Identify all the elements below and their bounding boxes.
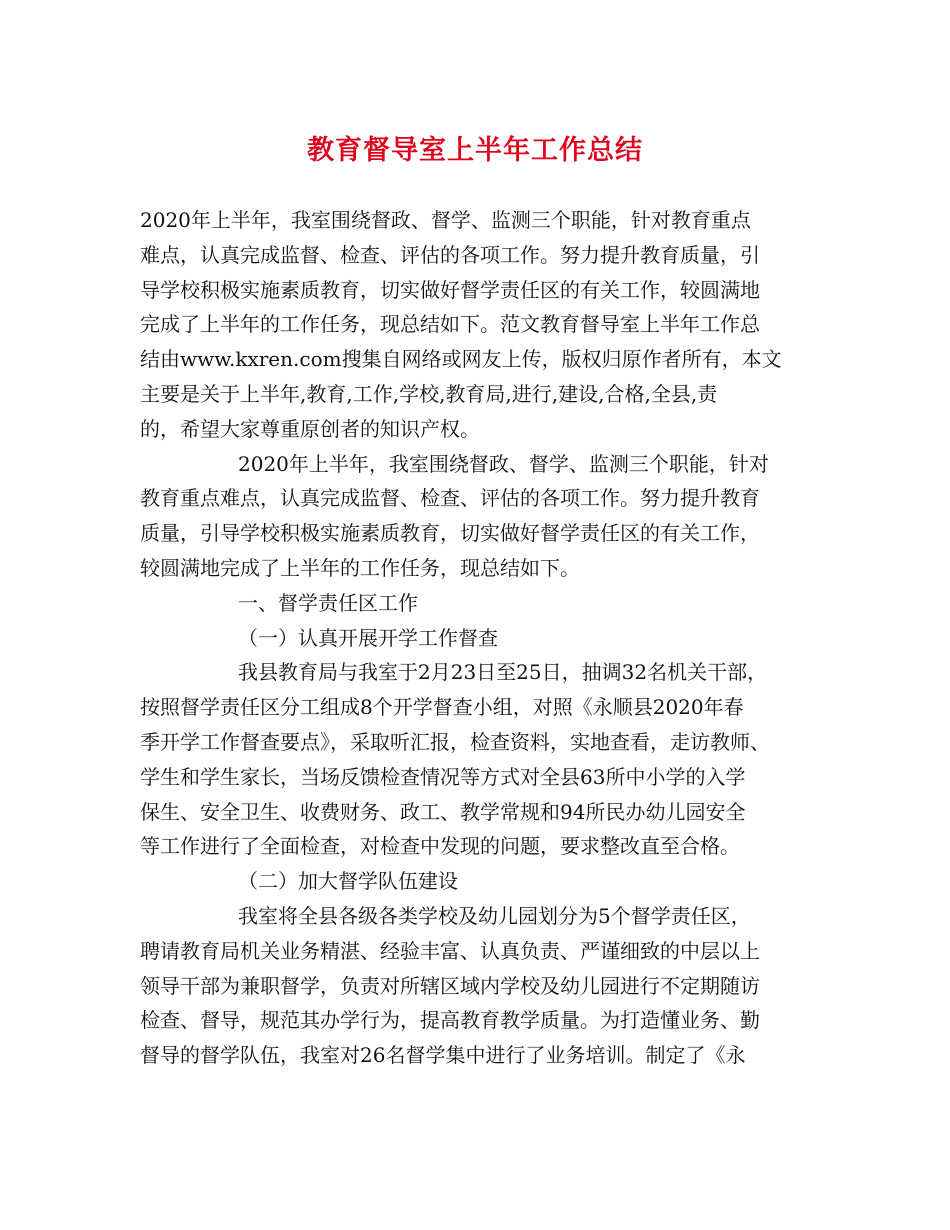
text-line: 保生、安全卫生、收费财务、政工、教学常规和94所民办幼儿园安全 [140, 799, 746, 824]
document-body [140, 203, 820, 1073]
text-line: 按照督学责任区分工组成8个开学督查小组，对照《永顺县2020年春 [140, 695, 744, 720]
text-line: 完成了上半年的工作任务，现总结如下。范文教育督导室上半年工作总 [140, 312, 760, 337]
text-line: 我县教育局与我室于2月23日至25日，抽调32名机关干部， [238, 660, 768, 685]
text-line: 结由www.kxren.com搜集自网络或网友上传，版权归原作者所有，本文 [140, 347, 782, 372]
text-line: 的，希望大家尊重原创者的知识产权。 [140, 416, 480, 441]
text-line: 较圆满地完成了上半年的工作任务，现总结如下。 [140, 555, 580, 580]
text-line: 2020年上半年，我室围绕督政、督学、监测三个职能，针对 [238, 451, 769, 476]
text-line: 质量，引导学校积极实施素质教育，切实做好督学责任区的有关工作， [140, 521, 760, 546]
text-line: 聘请教育局机关业务精湛、经验丰富、认真负责、严谨细致的中层以上 [140, 938, 760, 963]
document-title: 教育督导室上半年工作总结 [307, 135, 643, 166]
text-line: 督导的督学队伍，我室对26名督学集中进行了业务培训。制定了《永 [140, 1043, 746, 1068]
text-line: 季开学工作督查要点》，采取听汇报，检查资料，实地查看，走访教师、 [140, 729, 770, 754]
text-line: 学生和学生家长，当场反馈检查情况等方式对全县63所中小学的入学 [140, 764, 746, 789]
text-line: （二）加大督学队伍建设 [238, 869, 458, 894]
text-line: 教育重点难点，认真完成监督、检查、评估的各项工作。努力提升教育 [140, 486, 760, 511]
text-line: 导学校积极实施素质教育，切实做好督学责任区的有关工作，较圆满地 [140, 277, 760, 302]
text-line: 一、督学责任区工作 [238, 590, 418, 615]
text-line: （一）认真开展开学工作督查 [238, 625, 498, 650]
text-line: 难点，认真完成监督、检查、评估的各项工作。努力提升教育质量，引 [140, 242, 760, 267]
text-line: 领导干部为兼职督学，负责对所辖区域内学校及幼儿园进行不定期随访 [140, 973, 760, 998]
text-line: 2020年上半年，我室围绕督政、督学、监测三个职能，针对教育重点 [140, 208, 751, 232]
text-line: 等工作进行了全面检查，对检查中发现的问题，要求整改直至合格。 [140, 834, 740, 859]
text-line: 检查、督导，规范其办学行为，提高教育教学质量。为打造懂业务、勤 [140, 1008, 760, 1033]
text-line: 主要是关于上半年,教育,工作,学校,教育局,进行,建设,合格,全县,责 [140, 381, 718, 406]
text-line: 我室将全县各级各类学校及幼儿园划分为5个督学责任区， [238, 903, 751, 928]
